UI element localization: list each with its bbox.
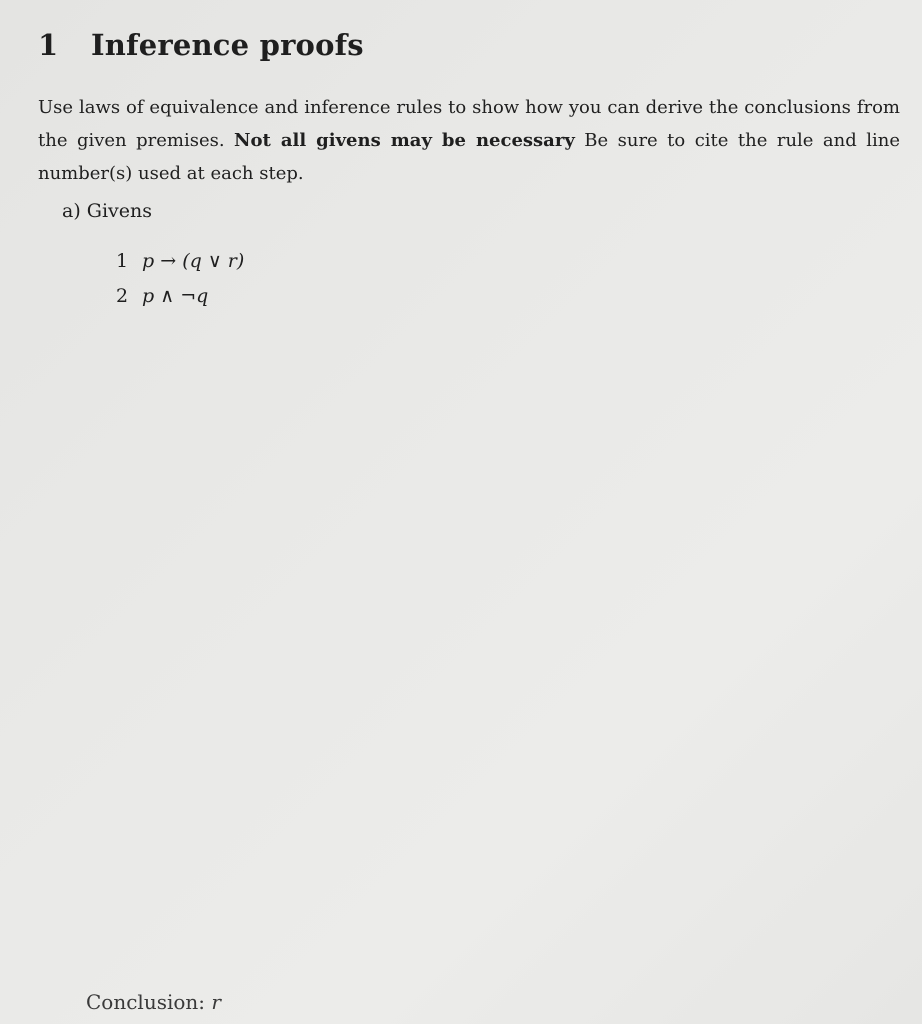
instructions-paragraph [38,91,900,190]
conclusion-label: Conclusion: [86,990,206,1014]
part-a-label: a) Givens [62,200,152,222]
section-number: 1 [38,28,59,62]
instructions-bold-text: Not all givens may be necessary [234,130,575,151]
conclusion [86,990,221,1014]
conclusion-value: r [211,990,221,1014]
given-line [116,285,208,307]
given-line [116,250,244,272]
instructions-text-2: Be sure to cite the rule and line number(s) used at each step. [38,130,900,184]
instructions-text-1: Use laws of equivalence and inference rules to show how you can derive the conclusions from the given premises. [38,97,900,151]
section-heading [38,28,364,62]
given-line-number: 1 [116,250,129,272]
section-title: Inference proofs [91,28,364,62]
given-line-number: 2 [116,285,129,307]
given-formula: p ∧ ¬q [142,285,209,307]
given-formula: p → (q ∨ r) [142,250,245,272]
